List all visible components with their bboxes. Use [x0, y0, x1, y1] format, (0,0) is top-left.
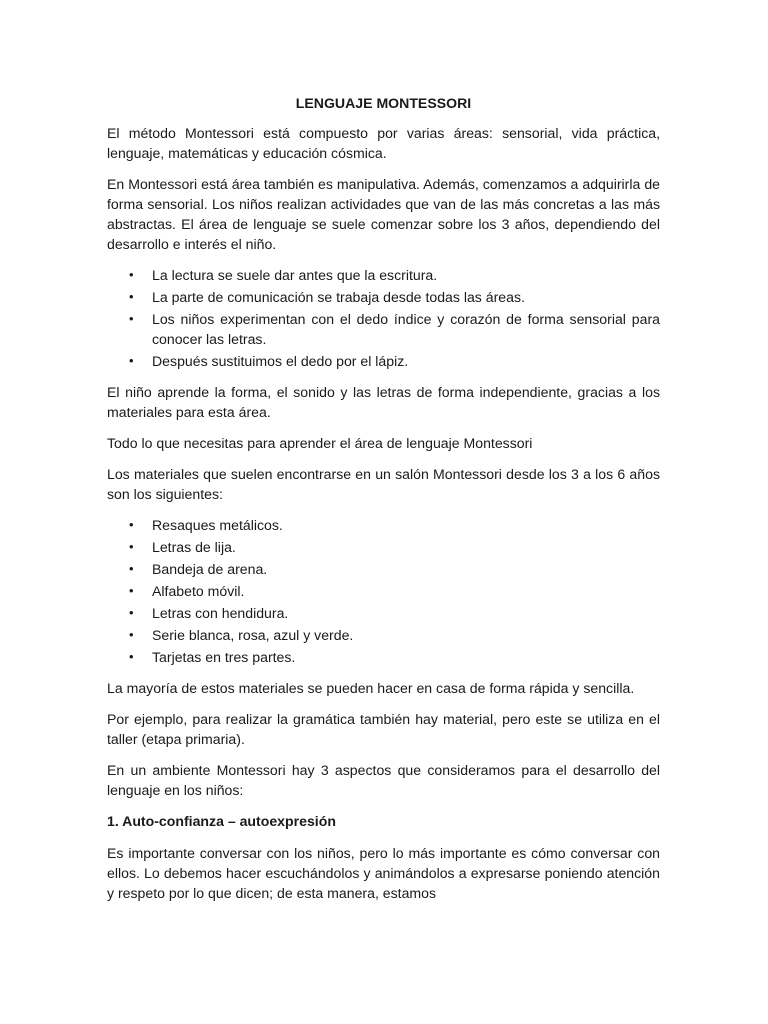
bullet-icon: • [129, 627, 134, 642]
list-item: • Letras de lija. [129, 539, 236, 555]
bullet-icon: • [129, 605, 134, 620]
paragraph: Es importante conversar con los niños, pero lo más importante es cómo conversar con ellos. Lo debemos hacer escuchándolos y animándolos a expresarse poniendo atención y respeto por lo que dicen; de esta manera, estamos [107, 845, 660, 901]
list-item: • Bandeja de arena. [129, 561, 268, 577]
bullet-icon: • [129, 267, 134, 282]
paragraph: En un ambiente Montessori hay 3 aspectos que consideramos para el desarrollo del lenguaje en los niños: [107, 762, 660, 798]
paragraph: En Montessori está área también es manipulativa. Además, comenzamos a adquirirla de forma sensorial. Los niños realizan actividades que van de las más concretas a las más abstractas. El área de lenguaje se suele comenzar sobre los 3 años, dependiendo del desarrollo e interés el niño. [107, 176, 660, 252]
document-title: LENGUAJE MONTESSORI [295, 95, 472, 111]
bullet-list [107, 515, 660, 667]
bullet-icon: • [129, 539, 134, 554]
document-body [107, 93, 660, 914]
bullet-icon: • [129, 289, 134, 304]
list-item: • Alfabeto móvil. [129, 583, 245, 599]
paragraph: La mayoría de estos materiales se pueden hacer en casa de forma rápida y sencilla. [107, 680, 635, 696]
list-item: • La parte de comunicación se trabaja desde todas las áreas. [129, 289, 525, 305]
bullet-icon: • [129, 649, 134, 664]
paragraph: El método Montessori está compuesto por varias áreas: sensorial, vida práctica, lenguaje, matemáticas y educación cósmica. [107, 125, 660, 161]
list-item: • Resaques metálicos. [129, 517, 283, 533]
section-heading: 1. Auto-confianza – autoexpresión [107, 813, 336, 829]
paragraph: Los materiales que suelen encontrarse en un salón Montessori desde los 3 a los 6 años son los siguientes: [107, 466, 660, 502]
bullet-list [107, 265, 660, 371]
list-item: • Tarjetas en tres partes. [129, 649, 296, 665]
list-item: • Después sustituimos el dedo por el lápiz. [129, 353, 409, 369]
bullet-icon: • [129, 561, 134, 576]
paragraph: El niño aprende la forma, el sonido y las letras de forma independiente, gracias a los materiales para esta área. [107, 384, 660, 420]
list-item: • La lectura se suele dar antes que la escritura. [129, 267, 438, 283]
bullet-icon: • [129, 311, 134, 326]
list-item: • Los niños experimentan con el dedo índice y corazón de forma sensorial para conocer las letras. [129, 311, 660, 347]
paragraph: Todo lo que necesitas para aprender el área de lenguaje Montessori [107, 435, 533, 451]
paragraph: Por ejemplo, para realizar la gramática también hay material, pero este se utiliza en el taller (etapa primaria). [107, 711, 660, 747]
bullet-icon: • [129, 353, 134, 368]
list-item: • Letras con hendidura. [129, 605, 289, 621]
bullet-icon: • [129, 517, 134, 532]
list-item: • Serie blanca, rosa, azul y verde. [129, 627, 354, 643]
bullet-icon: • [129, 583, 134, 598]
